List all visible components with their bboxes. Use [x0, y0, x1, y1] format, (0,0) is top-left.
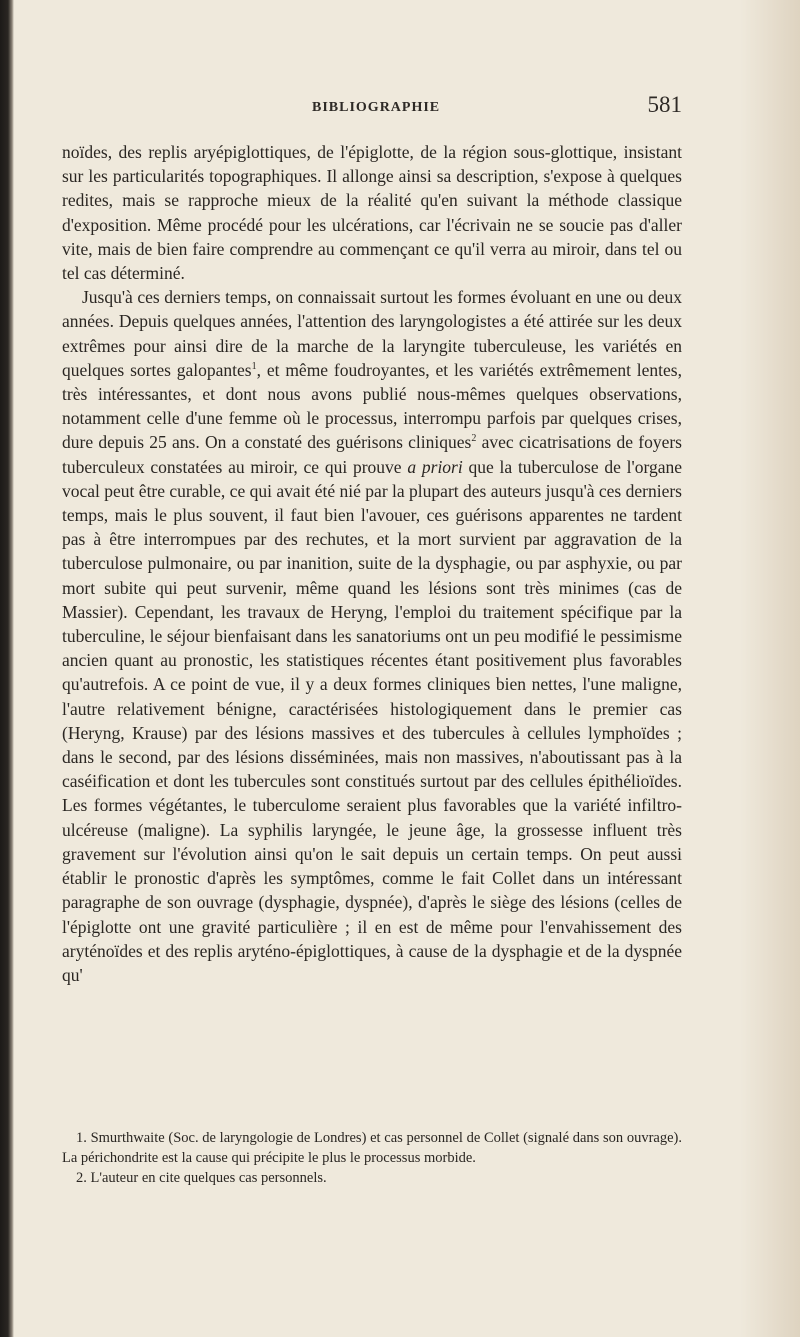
body-text — [62, 140, 682, 987]
footnotes — [62, 1128, 682, 1188]
paragraph-2 — [62, 285, 682, 987]
footnote-2: 2. L'auteur en cite quelques cas personnels. — [76, 1170, 327, 1186]
page-header — [62, 88, 682, 128]
running-title: BIBLIOGRAPHIE — [312, 100, 441, 115]
paragraph-2-part-a: Jusqu'à ces derniers temps, on connaissait surtout les formes évoluant en une ou deux années. Depuis quelques années, l'attention des laryngologistes a été attirée sur les deux extrêmes pour ainsi dire de la marche de la laryngite tuberculeuse, les variétés en quelques sortes galopantes — [62, 287, 682, 380]
paragraph-2-part-c: avec cicatrisations de foyers tuberculeux constatées au miroir, ce qui prouve — [62, 432, 682, 477]
paragraph-2-part-b: , et même foudroyantes, et les variétés extrêmement lentes, très intéressantes, et dont nous avons publié nous-mêmes quelques observations, notamment celle d'une femme où le processus, interrompu parfois par quelques crises, dure depuis 25 ans. On a constaté des guérisons cliniques — [62, 359, 682, 453]
paper-stain — [740, 0, 800, 1337]
page-binding-edge — [0, 0, 14, 1337]
footnote-1: 1. Smurthwaite (Soc. de laryngologie de Londres) et cas personnel de Collet (signalé dans son ouvrage). La périchondrite est la cause qui précipite le plus le processus morbide. — [62, 1130, 682, 1166]
footnote-ref-1: 1 — [251, 361, 257, 372]
footnote-ref-2: 2 — [471, 433, 477, 445]
paragraph-1: noïdes, des replis aryépiglottiques, de l'épiglotte, de la région sous-glottique, insistant sur les particularités topographiques. Il allonge ainsi sa description, s'expose à quelques redites, mais se rapproche mieux de la réalité qu'en suivant la méthode classique d'exposition. Même procédé pour les ulcérations, car l'écrivain ne se soucie pas d'aller vite, mais de bien faire comprendre au commençant ce qu'il verra au miroir, dans tel ou tel cas déterminé. — [62, 142, 682, 284]
page-number: 581 — [647, 92, 682, 117]
paragraph-2-part-d: que la tuberculose de l'organe vocal peut être curable, ce qui avait été nié par la plupart des auteurs jusqu'à ces derniers temps, mais le plus souvent, il faut bien l'avouer, ces guérisons apparentes ne tardent pas à être interrompues par des rechutes, et la mort survient par aggravation de la tuberculose pulmonaire, ou par inanition, suite de la dysphagie, ou par asphyxie, ou par mort subite qui peut survenir, même quand les lésions sont très minimes (cas de Massier). Cependant, les travaux de Heryng, l'emploi du traitement spécifique par la tuberculine, le séjour bienfaisant dans les sanatoriums ont un peu modifié le pessimisme ancien quant au pronostic, les statistiques récentes étant positivement plus favorables qu'autrefois. A ce point de vue, il y a deux formes cliniques bien nettes, l'une maligne, l'autre relativement bénigne, caractérisées histologiquement dans le premier cas (Heryng, Krause) par des lésions massives et des tubercules à cellules lymphoïdes ; dans le second, par des lésions disséminées, mais non massives, n'aboutissant pas à la caséification et dont les tubercules sont constitués surtout par des cellules épithélioïdes. Les formes végétantes, le tuberculome seraient plus favorables que la variété infiltro-ulcéreuse (maligne). La syphilis laryngée, le jeune âge, la grossesse influent très gravement sur l'évolution ainsi qu'on le sait depuis un certain temps. On peut aussi établir le pronostic d'après les symptômes, comme le fait Collet dans un intéressant paragraphe de son ouvrage (dysphagie, dyspnée), d'après le siège des lésions (celles de l'épiglotte ont une gravité particulière ; il en est de même pour l'envahissement des aryténoïdes et des replis aryténo-épiglottiques, à cause de la dysphagie et de la dyspnée qu' — [62, 456, 682, 985]
italic-a-priori: a priori — [407, 456, 463, 477]
